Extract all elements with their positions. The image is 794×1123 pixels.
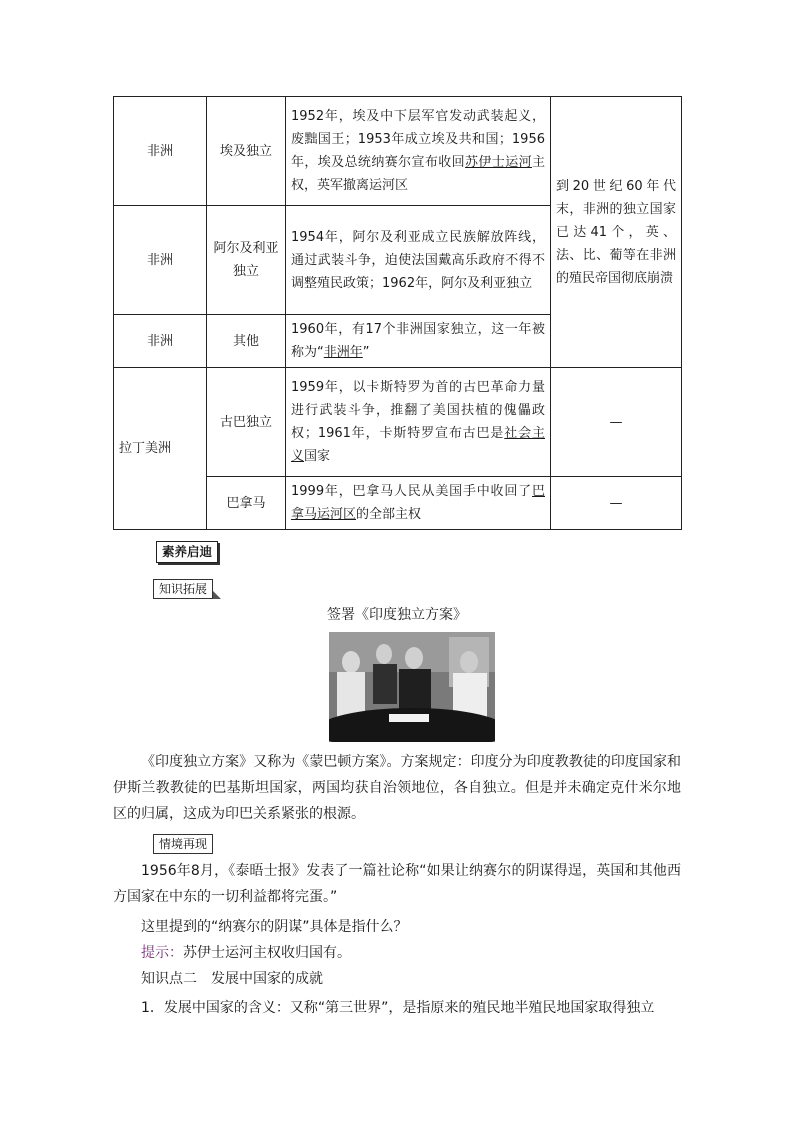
dash-cell: — — [551, 368, 682, 477]
country-cell: 阿尔及利亚独立 — [207, 206, 286, 315]
country-cell: 其他 — [207, 315, 286, 368]
table-row — [114, 368, 682, 477]
signing-photo-illustration — [329, 632, 495, 742]
africa-summary-cell: 到20世纪60年代末，非洲的独立国家已达41个，英、法、比、葡等在非洲的殖民帝国彻底崩溃 — [551, 97, 682, 368]
event-cell: 1999年，巴拿马人民从美国手中收回了巴拿马运河区的全部主权 — [286, 477, 551, 530]
event-cell: 1954年，阿尔及利亚成立民族解放阵线，通过武装斗争，迫使法国戴高乐政府不得不调整殖民政策；1962年，阿尔及利亚独立 — [286, 206, 551, 315]
scenario-badge: 情境再现 — [153, 834, 213, 854]
photo-caption: 签署《印度独立方案》 — [327, 607, 467, 623]
country-cell: 埃及独立 — [207, 97, 286, 206]
question-paragraph: 这里提到的“纳赛尔的阴谋”具体是指什么？ — [141, 919, 408, 935]
times-paragraph: 1956年8月，《泰晤士报》发表了一篇社论称“如果让纳赛尔的阴谋得逞，英国和其他西方国家在中东的一切利益都将完蛋。” — [113, 863, 681, 905]
table-row — [114, 97, 682, 206]
region-cell: 非洲 — [114, 206, 207, 315]
event-cell: 1960年，有17个非洲国家独立，这一年被称为“非洲年” — [286, 315, 551, 368]
independence-table — [113, 96, 682, 530]
dash-cell: — — [551, 477, 682, 530]
country-cell: 古巴独立 — [207, 368, 286, 477]
definition-paragraph: 1．发展中国家的含义：又称“第三世界”，是指原来的殖民地半殖民地国家取得独立 — [141, 1000, 655, 1016]
literacy-badge: 素养启迪 — [156, 541, 218, 563]
event-cell: 1952年，埃及中下层军官发动武装起义，废黜国王；1953年成立埃及共和国；1956年，埃及总统纳赛尔宣布收回苏伊士运河主权，英军撤离运河区 — [286, 97, 551, 206]
knowledge-badge: 知识拓展 — [153, 579, 213, 599]
hint-paragraph: 提示：苏伊士运河主权收归国有。 — [141, 945, 351, 961]
hint-label: 提示： — [141, 945, 183, 961]
signing-photo — [329, 632, 495, 742]
plan-paragraph: 《印度独立方案》又称为《蒙巴顿方案》。方案规定：印度分为印度教教徒的印度国家和伊斯兰教教徒的巴基斯坦国家，两国均获自治领地位，各自独立。但是并未确定克什米尔地区的归属，这成为印巴关系紧张的根源。 — [113, 754, 681, 822]
event-cell: 1959年，以卡斯特罗为首的古巴革命力量进行武装斗争，推翻了美国扶植的傀儡政权；1961年，卡斯特罗宣布古巴是社会主义国家 — [286, 368, 551, 477]
region-cell: 非洲 — [114, 315, 207, 368]
region-cell: 拉丁美洲 — [114, 368, 207, 530]
country-cell: 巴拿马 — [207, 477, 286, 530]
region-cell: 非洲 — [114, 97, 207, 206]
section-heading: 知识点二 发展中国家的成就 — [141, 971, 323, 987]
